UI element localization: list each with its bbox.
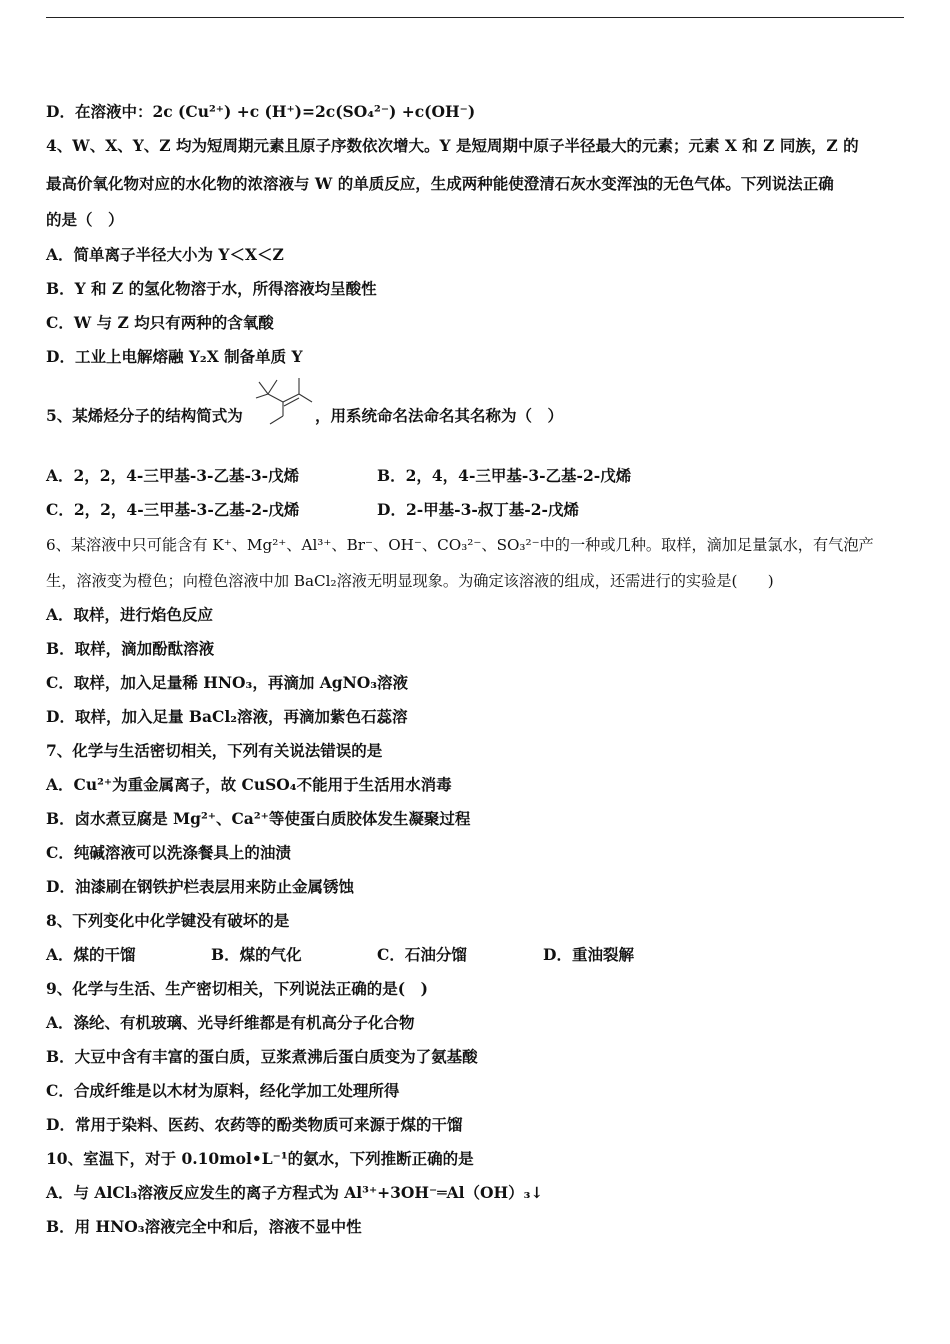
q6-option-b: B．取样，滴加酚酞溶液 <box>46 639 215 658</box>
q7-option-c: C．纯碱溶液可以洗涤餐具上的油渍 <box>46 843 291 862</box>
q3-option-d: D．在溶液中：2c (Cu²⁺) +c (H⁺)=2c(SO₄²⁻) +c(OH⁻) <box>46 102 476 121</box>
q8-stem: 8、下列变化中化学键没有破坏的是 <box>46 911 290 930</box>
q9-option-c: C．合成纤维是以木材为原料，经化学加工处理所得 <box>46 1081 400 1100</box>
q9-option-d: D．常用于染料、医药、农药等的酚类物质可来源于煤的干馏 <box>46 1115 463 1134</box>
q5-option-b: B．2，4，4-三甲基-3-乙基-2-戊烯 <box>377 466 632 485</box>
q4-stem-line3: 的是（ ） <box>46 210 124 229</box>
q5-stem-start: 5、某烯烃分子的结构简式为 <box>46 406 243 425</box>
q4-option-c: C．W 与 Z 均只有两种的含氧酸 <box>46 313 274 332</box>
q10-option-a: A．与 AlCl₃溶液反应发生的离子方程式为 Al³⁺+3OH⁻═Al（OH）₃↓ <box>46 1183 544 1202</box>
q4-option-d: D．工业上电解熔融 Y₂X 制备单质 Y <box>46 347 303 366</box>
q8-option-a: A．煤的干馏 <box>46 945 136 964</box>
q10-option-b: B．用 HNO₃溶液完全中和后，溶液不显中性 <box>46 1217 362 1236</box>
q7-option-b: B．卤水煮豆腐是 Mg²⁺、Ca²⁺等使蛋白质胶体发生凝聚过程 <box>46 809 471 828</box>
alkene-structure-image <box>254 374 316 428</box>
q9-stem: 9、化学与生活、生产密切相关，下列说法正确的是( ) <box>46 979 428 998</box>
q7-stem: 7、化学与生活密切相关，下列有关说法错误的是 <box>46 741 383 760</box>
q9-option-a: A．涤纶、有机玻璃、光导纤维都是有机高分子化合物 <box>46 1013 415 1032</box>
q8-option-c: C．石油分馏 <box>377 945 467 964</box>
q8-option-d: D．重油裂解 <box>543 945 634 964</box>
q6-stem-line2: 生，溶液变为橙色；向橙色溶液中加 BaCl₂溶液无明显现象。为确定该溶液的组成，还需进行的实验是( ) <box>46 572 774 590</box>
q6-option-c: C．取样，加入足量稀 HNO₃，再滴加 AgNO₃溶液 <box>46 673 409 692</box>
q5-option-a: A．2，2，4-三甲基-3-乙基-3-戊烯 <box>46 466 300 485</box>
q8-option-b: B．煤的气化 <box>211 945 302 964</box>
q4-option-b: B．Y 和 Z 的氢化物溶于水，所得溶液均呈酸性 <box>46 279 377 298</box>
q7-option-d: D．油漆刷在钢铁护栏表层用来防止金属锈蚀 <box>46 877 354 896</box>
q4-stem-line1: 4、W、X、Y、Z 均为短周期元素且原子序数依次增大。Y 是短周期中原子半径最大的元素；元素 X 和 Z 同族，Z 的 <box>46 136 859 155</box>
q4-option-a: A．简单离子半径大小为 Y＜X＜Z <box>46 245 284 264</box>
q6-option-a: A．取样，进行焰色反应 <box>46 605 214 624</box>
q10-stem: 10、室温下，对于 0.10mol•L⁻¹的氨水，下列推断正确的是 <box>46 1149 474 1168</box>
q5-option-c: C．2，2，4-三甲基-3-乙基-2-戊烯 <box>46 500 300 519</box>
q7-option-a: A．Cu²⁺为重金属离子，故 CuSO₄不能用于生活用水消毒 <box>46 775 452 794</box>
q4-stem-line2: 最高价氧化物对应的水化物的浓溶液与 W 的单质反应，生成两种能使澄清石灰水变浑浊的无色气体。下列说法正确 <box>46 174 834 193</box>
q5-option-d: D．2-甲基-3-叔丁基-2-戊烯 <box>377 500 579 519</box>
q5-stem-end: ，用系统命名法命名其名称为（ ） <box>315 406 564 425</box>
q6-option-d: D．取样，加入足量 BaCl₂溶液，再滴加紫色石蕊溶 <box>46 707 408 726</box>
q9-option-b: B．大豆中含有丰富的蛋白质，豆浆煮沸后蛋白质变为了氨基酸 <box>46 1047 478 1066</box>
q6-stem-line1: 6、某溶液中只可能含有 K⁺、Mg²⁺、Al³⁺、Br⁻、OH⁻、CO₃²⁻、SO₃²⁻中的一种或几种。取样，滴加足量氯水，有气泡产 <box>46 536 874 554</box>
header-rule <box>46 17 904 18</box>
